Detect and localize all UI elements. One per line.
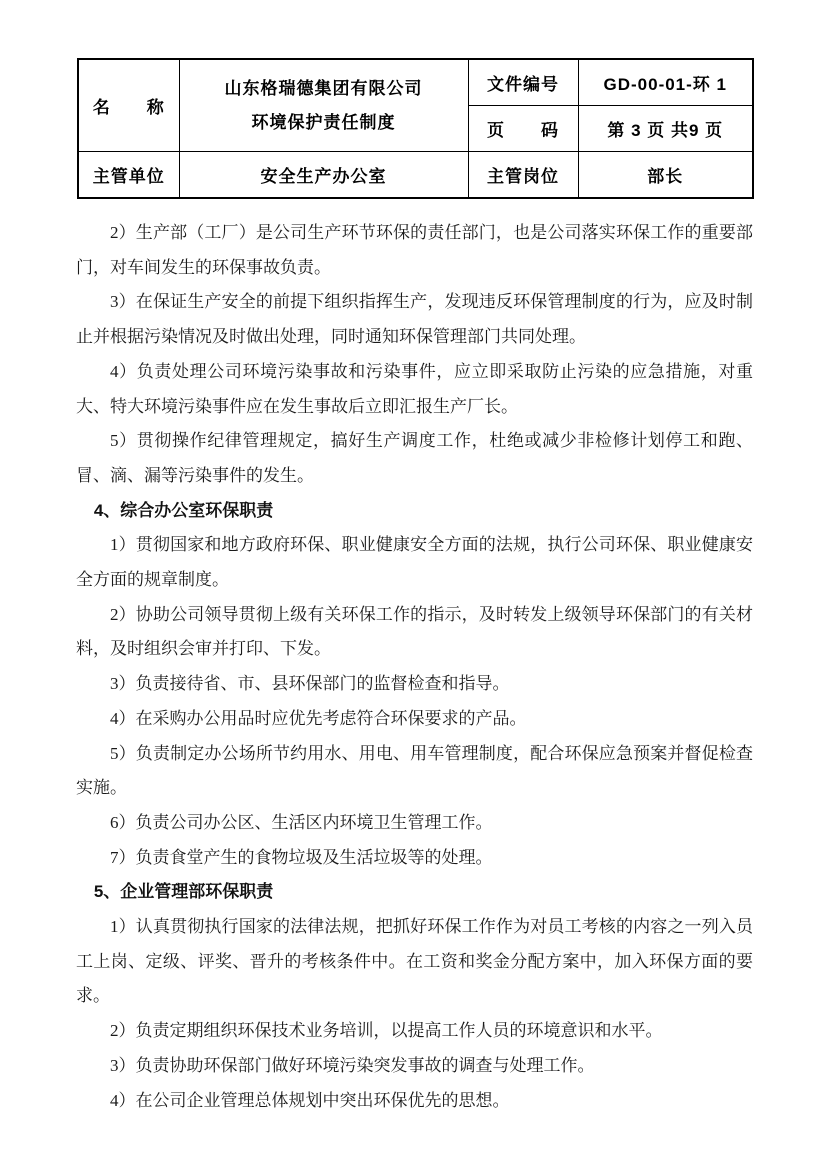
body-paragraph: 1）认真贯彻执行国家的法律法规，把抓好环保工作作为对员工考核的内容之一列入员工上岗、定级、评奖、晋升的考核条件中。在工资和奖金分配方案中，加入环保方面的要求。: [76, 917, 753, 1006]
body-paragraph: 2）负责定期组织环保技术业务培训，以提高工作人员的环境意识和水平。: [110, 1021, 663, 1041]
company-name: 山东格瑞德集团有限公司: [224, 78, 423, 98]
dept-label: 主管单位: [78, 152, 179, 199]
document-title: 环境保护责任制度: [251, 112, 396, 132]
body-paragraph: 4）在公司企业管理总体规划中突出环保优先的思想。: [110, 1090, 510, 1110]
body-paragraph: 5）负责制定办公场所节约用水、用电、用车管理制度，配合环保应急预案并督促检查实施。: [76, 743, 753, 798]
document-header-table: [77, 58, 754, 199]
page-number-label: 页 码: [468, 106, 578, 152]
body-paragraph: 7）负责食堂产生的食物垃圾及生活垃圾等的处理。: [110, 847, 493, 867]
dept-value: 安全生产办公室: [179, 152, 468, 199]
doc-number-label: 文件编号: [468, 59, 578, 106]
body-paragraph: 3）负责接待省、市、县环保部门的监督检查和指导。: [110, 674, 510, 694]
body-paragraph: 4）负责处理公司环境污染事故和污染事件，应立即采取防止污染的应急措施，对重大、特大环境污染事件应在发生事故后立即汇报生产厂长。: [76, 361, 753, 416]
body-paragraph: 3）负责协助环保部门做好环境污染突发事故的调查与处理工作。: [110, 1055, 595, 1075]
section-heading: 4、综合办公室环保职责: [93, 500, 274, 520]
body-paragraph: 3）在保证生产安全的前提下组织指挥生产，发现违反环保管理制度的行为，应及时制止并根据污染情况及时做出处理，同时通知环保管理部门共同处理。: [76, 292, 753, 347]
body-paragraph: 2）生产部（工厂）是公司生产环节环保的责任部门，也是公司落实环保工作的重要部门，对车间发生的环保事故负责。: [76, 223, 753, 277]
doc-number-value: GD-00-01-环 1: [578, 59, 753, 106]
name-label: 名 称: [78, 59, 179, 152]
body-paragraph: 6）负责公司办公区、生活区内环境卫生管理工作。: [110, 812, 493, 832]
body-paragraph: 5）贯彻操作纪律管理规定，搞好生产调度工作，杜绝或减少非检修计划停工和跑、冒、滴、漏等污染事件的发生。: [76, 431, 753, 485]
body-paragraph: 2）协助公司领导贯彻上级有关环保工作的指示，及时转发上级领导环保部门的有关材料，及时组织会审并打印、下发。: [76, 604, 753, 659]
document-body: [76, 197, 753, 1118]
body-paragraph: 1）贯彻国家和地方政府环保、职业健康安全方面的法规，执行公司环保、职业健康安全方面的规章制度。: [76, 535, 753, 590]
post-label: 主管岗位: [468, 152, 578, 199]
section-heading: 5、企业管理部环保职责: [93, 882, 274, 902]
post-value: 部长: [578, 152, 753, 199]
body-paragraph: 4）在采购办公用品时应优先考虑符合环保要求的产品。: [110, 708, 527, 728]
page-number-value: 第 3 页 共9 页: [578, 106, 753, 152]
document-title-cell: [179, 59, 468, 152]
